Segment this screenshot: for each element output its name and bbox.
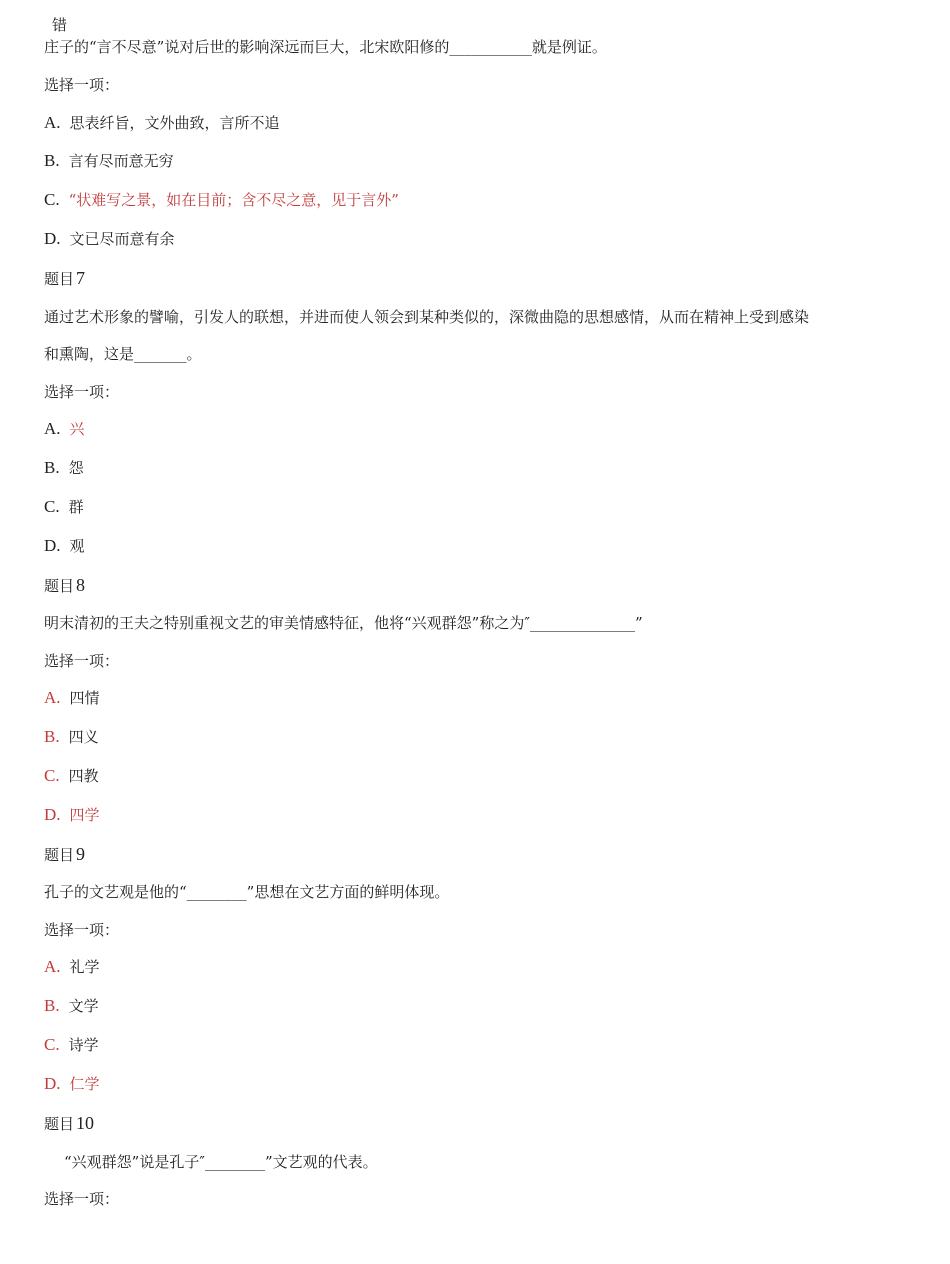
option-text: 观 [69,537,85,555]
q7-option-b[interactable] [44,458,84,478]
option-letter: B. [44,996,60,1015]
q8-option-d[interactable] [44,805,100,825]
q7-option-a[interactable] [44,419,85,439]
q7-stem-line1: 通过艺术形象的譬喻，引发人的联想，并进而使人领会到某种类似的，深微曲隐的思想感情，从而在精神上受到感染 [44,308,810,326]
q8-option-a[interactable] [44,688,100,708]
option-letter: A. [44,688,61,707]
option-letter: A. [44,113,61,132]
question-label: 题目 [44,270,75,288]
q9-prompt: 选择一项： [44,921,120,939]
previous-answer-feedback: 错 [52,16,68,34]
question-number: 10 [76,1113,95,1133]
q6-option-a[interactable] [44,113,280,133]
option-letter: B. [44,458,60,477]
question-number: 9 [76,844,86,864]
option-letter: D. [44,536,61,555]
option-letter: D. [44,229,61,248]
q9-option-a[interactable] [44,957,100,977]
option-text: 四教 [68,767,99,785]
q8-prompt: 选择一项： [44,652,120,670]
question-label: 题目 [44,577,75,595]
q8-option-c[interactable] [44,766,99,786]
q9-title [44,844,85,865]
question-label: 题目 [44,846,75,864]
option-text: 四义 [68,728,99,746]
q8-title [44,575,85,596]
option-text: 礼学 [69,958,100,976]
option-text: 仁学 [69,1075,100,1093]
question-label: 题目 [44,1115,75,1133]
option-text: 文已尽而意有余 [69,230,175,248]
option-letter: A. [44,419,61,438]
option-letter: C. [44,1035,60,1054]
option-letter: C. [44,190,60,209]
q7-prompt: 选择一项： [44,383,120,401]
q7-option-c[interactable] [44,497,84,517]
option-letter: C. [44,766,60,785]
q9-option-b[interactable] [44,996,99,1016]
option-text: 诗学 [68,1036,99,1054]
q10-prompt: 选择一项： [44,1190,120,1208]
option-text: 怨 [68,459,84,477]
q6-option-b[interactable] [44,151,174,171]
option-letter: A. [44,957,61,976]
q7-stem-line2: 和熏陶，这是_______。 [44,345,202,363]
q10-stem: “兴观群怨”说是孔子″________”文艺观的代表。 [64,1153,378,1171]
option-text: 文学 [68,997,99,1015]
q9-option-d[interactable] [44,1074,100,1094]
q6-option-d[interactable] [44,229,175,249]
q10-title [44,1113,94,1134]
q7-title [44,268,85,289]
q6-prompt: 选择一项： [44,76,120,94]
option-text: “状难写之景，如在目前；含不尽之意，见于言外” [68,191,399,209]
q8-option-b[interactable] [44,727,99,747]
q6-stem: 庄子的“言不尽意”说对后世的影响深远而巨大，北宋欧阳修的___________就是例证。 [44,38,607,56]
option-text: 思表纤旨，文外曲致，言所不追 [69,114,280,132]
option-text: 言有尽而意无穷 [68,152,174,170]
q9-stem: 孔子的文艺观是他的“________”思想在文艺方面的鲜明体现。 [44,883,450,901]
option-letter: B. [44,727,60,746]
option-letter: D. [44,805,61,824]
q8-stem: 明末清初的王夫之特别重视文艺的审美情感特征，他将“兴观群怨”称之为″______________” [44,614,643,632]
option-letter: D. [44,1074,61,1093]
option-letter: B. [44,151,60,170]
q9-option-c[interactable] [44,1035,99,1055]
option-text: 群 [68,498,84,516]
option-text: 兴 [69,420,85,438]
option-letter: C. [44,497,60,516]
question-number: 7 [76,268,86,288]
q6-option-c[interactable] [44,190,399,210]
option-text: 四情 [69,689,100,707]
option-text: 四学 [69,806,100,824]
question-number: 8 [76,575,86,595]
q7-option-d[interactable] [44,536,85,556]
